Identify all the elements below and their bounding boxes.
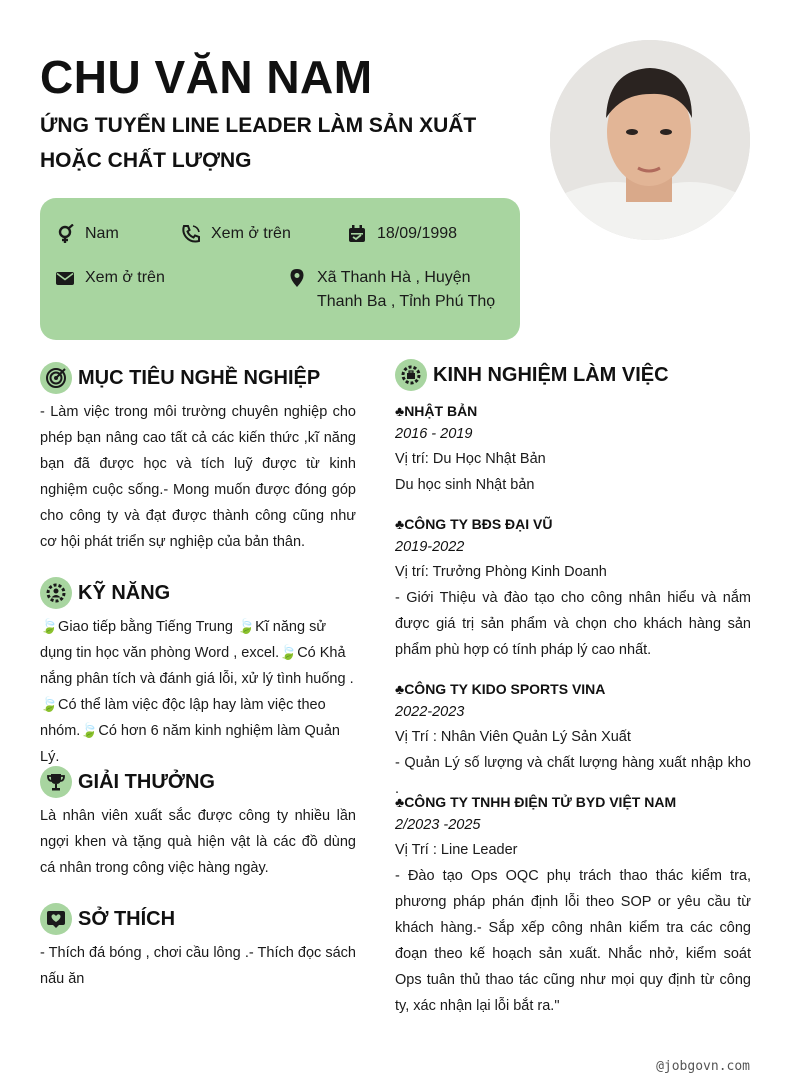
experience-company: ♣CÔNG TY BĐS ĐẠI VŨ	[395, 516, 553, 532]
experience-item	[395, 678, 751, 802]
experience-description: - Giới Thiệu và đào tạo cho công nhân hiểu và nắm được giá trị sản phẩm và chọn cho khách hàng sản phẩm phù hợp có tính pháp lý cao nhất.	[395, 590, 751, 658]
experience-company: ♣CÔNG TY KIDO SPORTS VINA	[395, 681, 606, 697]
calendar-icon	[346, 223, 368, 245]
hobbies-text: - Thích đá bóng , chơi cầu lông .- Thích đọc sách nấu ăn	[40, 945, 356, 987]
location-pin-icon	[286, 267, 308, 289]
experience-item	[395, 513, 751, 663]
address-value: Xã Thanh Hà , Huyện Thanh Ba , Tỉnh Phú Thọ	[317, 269, 496, 310]
experience-company: ♣CÔNG TY TNHH ĐIỆN TỬ BYD VIỆT NAM	[395, 794, 677, 810]
objective-title: MỤC TIÊU NGHỀ NGHIỆP	[78, 366, 321, 389]
email-icon	[54, 267, 76, 289]
phone-icon	[180, 223, 202, 245]
awards-text: Là nhân viên xuất sắc được công ty nhiều lần ngợi khen và tặng quà hiện vật là các đồ dùng cá nhân trong công việc hàng ngày.	[40, 808, 356, 876]
hobbies-heading	[40, 903, 175, 935]
objective-text: - Làm việc trong môi trường chuyên nghiệp cho phép bạn nâng cao tất cả các kiến thức ,kĩ năng bạn đã được học và tích luỹ được từ kinh nghiệm cuộc sống.- Mong muốn được đóng góp cho công ty và đạt được thành công cũng như cơ hội phát triển sự nghiệp của bản thân.	[40, 404, 356, 550]
heart-message-icon	[40, 903, 72, 935]
gender-value: Nam	[85, 225, 119, 242]
email-value[interactable]: Xem ở trên	[85, 269, 165, 286]
phone-value[interactable]: Xem ở trên	[211, 225, 291, 242]
avatar	[550, 40, 750, 240]
skills-text: 🍃Giao tiếp bằng Tiếng Trung 🍃Kĩ năng sử dụng tin học văn phòng Word , excel.🍃Có Khả nắng phân tích và đánh giá lỗi, xử lý tình huống .🍃Có thể làm việc độc lập hay làm việc theo nhóm.🍃Có hơn 6 năm kinh nghiệm làm Quản Lý.	[40, 619, 354, 765]
objective-heading	[40, 362, 320, 394]
awards-title: GIẢI THƯỞNG	[78, 770, 215, 793]
contact-email	[54, 266, 165, 290]
contact-dob	[346, 222, 457, 246]
watermark: @jobgovn.com	[656, 1059, 750, 1074]
dob-value: 18/09/1998	[377, 225, 458, 242]
experience-title: KINH NGHIỆM LÀM VIỆC	[433, 363, 669, 386]
experience-description: - Đào tạo Ops OQC phụ trách thao thác kiểm tra, phương pháp phán định lỗi theo SOP or yêu cầu từ khách hàng.- Sắp xếp công nhân kiểm tra các công đoạn theo kế hoạch sản xuất. Nhắc nhở, kiểm soát Ops tuân thủ thao tác cũng như mọi quy định từ công ty, xác nhận lại lỗi bắt ra."	[395, 868, 751, 1014]
experience-date: 2022-2023	[395, 704, 465, 720]
experience-role: Vị trí: Du Học Nhật Bản	[395, 451, 546, 467]
contact-box	[40, 198, 520, 340]
experience-description: - Quản Lý số lượng và chất lượng hàng xuất nhập kho .	[395, 755, 751, 797]
skills-title: KỸ NĂNG	[78, 581, 171, 604]
contact-address	[286, 266, 516, 314]
trophy-icon	[40, 766, 72, 798]
target-icon	[40, 362, 72, 394]
experience-heading	[395, 359, 669, 391]
experience-company: ♣NHẬT BẢN	[395, 403, 478, 419]
briefcase-gear-icon	[395, 359, 427, 391]
experience-role: Vị trí: Trưởng Phòng Kinh Doanh	[395, 564, 607, 580]
experience-date: 2019-2022	[395, 539, 465, 555]
contact-phone	[180, 222, 291, 246]
position-title: ỨNG TUYỂN LINE LEADER LÀM SẢN XUẤT HOẶC CHẤT LƯỢNG	[40, 114, 477, 172]
contact-gender	[54, 222, 119, 246]
experience-date: 2/2023 -2025	[395, 817, 481, 833]
awards-heading	[40, 766, 215, 798]
hobbies-title: SỞ THÍCH	[78, 907, 176, 930]
experience-item	[395, 400, 751, 498]
experience-role: Vị Trí : Nhân Viên Quản Lý Sản Xuất	[395, 729, 631, 745]
experience-item	[395, 791, 751, 1019]
skills-gear-icon	[40, 577, 72, 609]
experience-role: Vị Trí : Line Leader	[395, 842, 518, 858]
experience-date: 2016 - 2019	[395, 426, 473, 442]
skills-heading	[40, 577, 170, 609]
gender-icon	[54, 223, 76, 245]
experience-description: Du học sinh Nhật bản	[395, 477, 535, 493]
candidate-name: CHU VĂN NAM	[40, 51, 373, 103]
